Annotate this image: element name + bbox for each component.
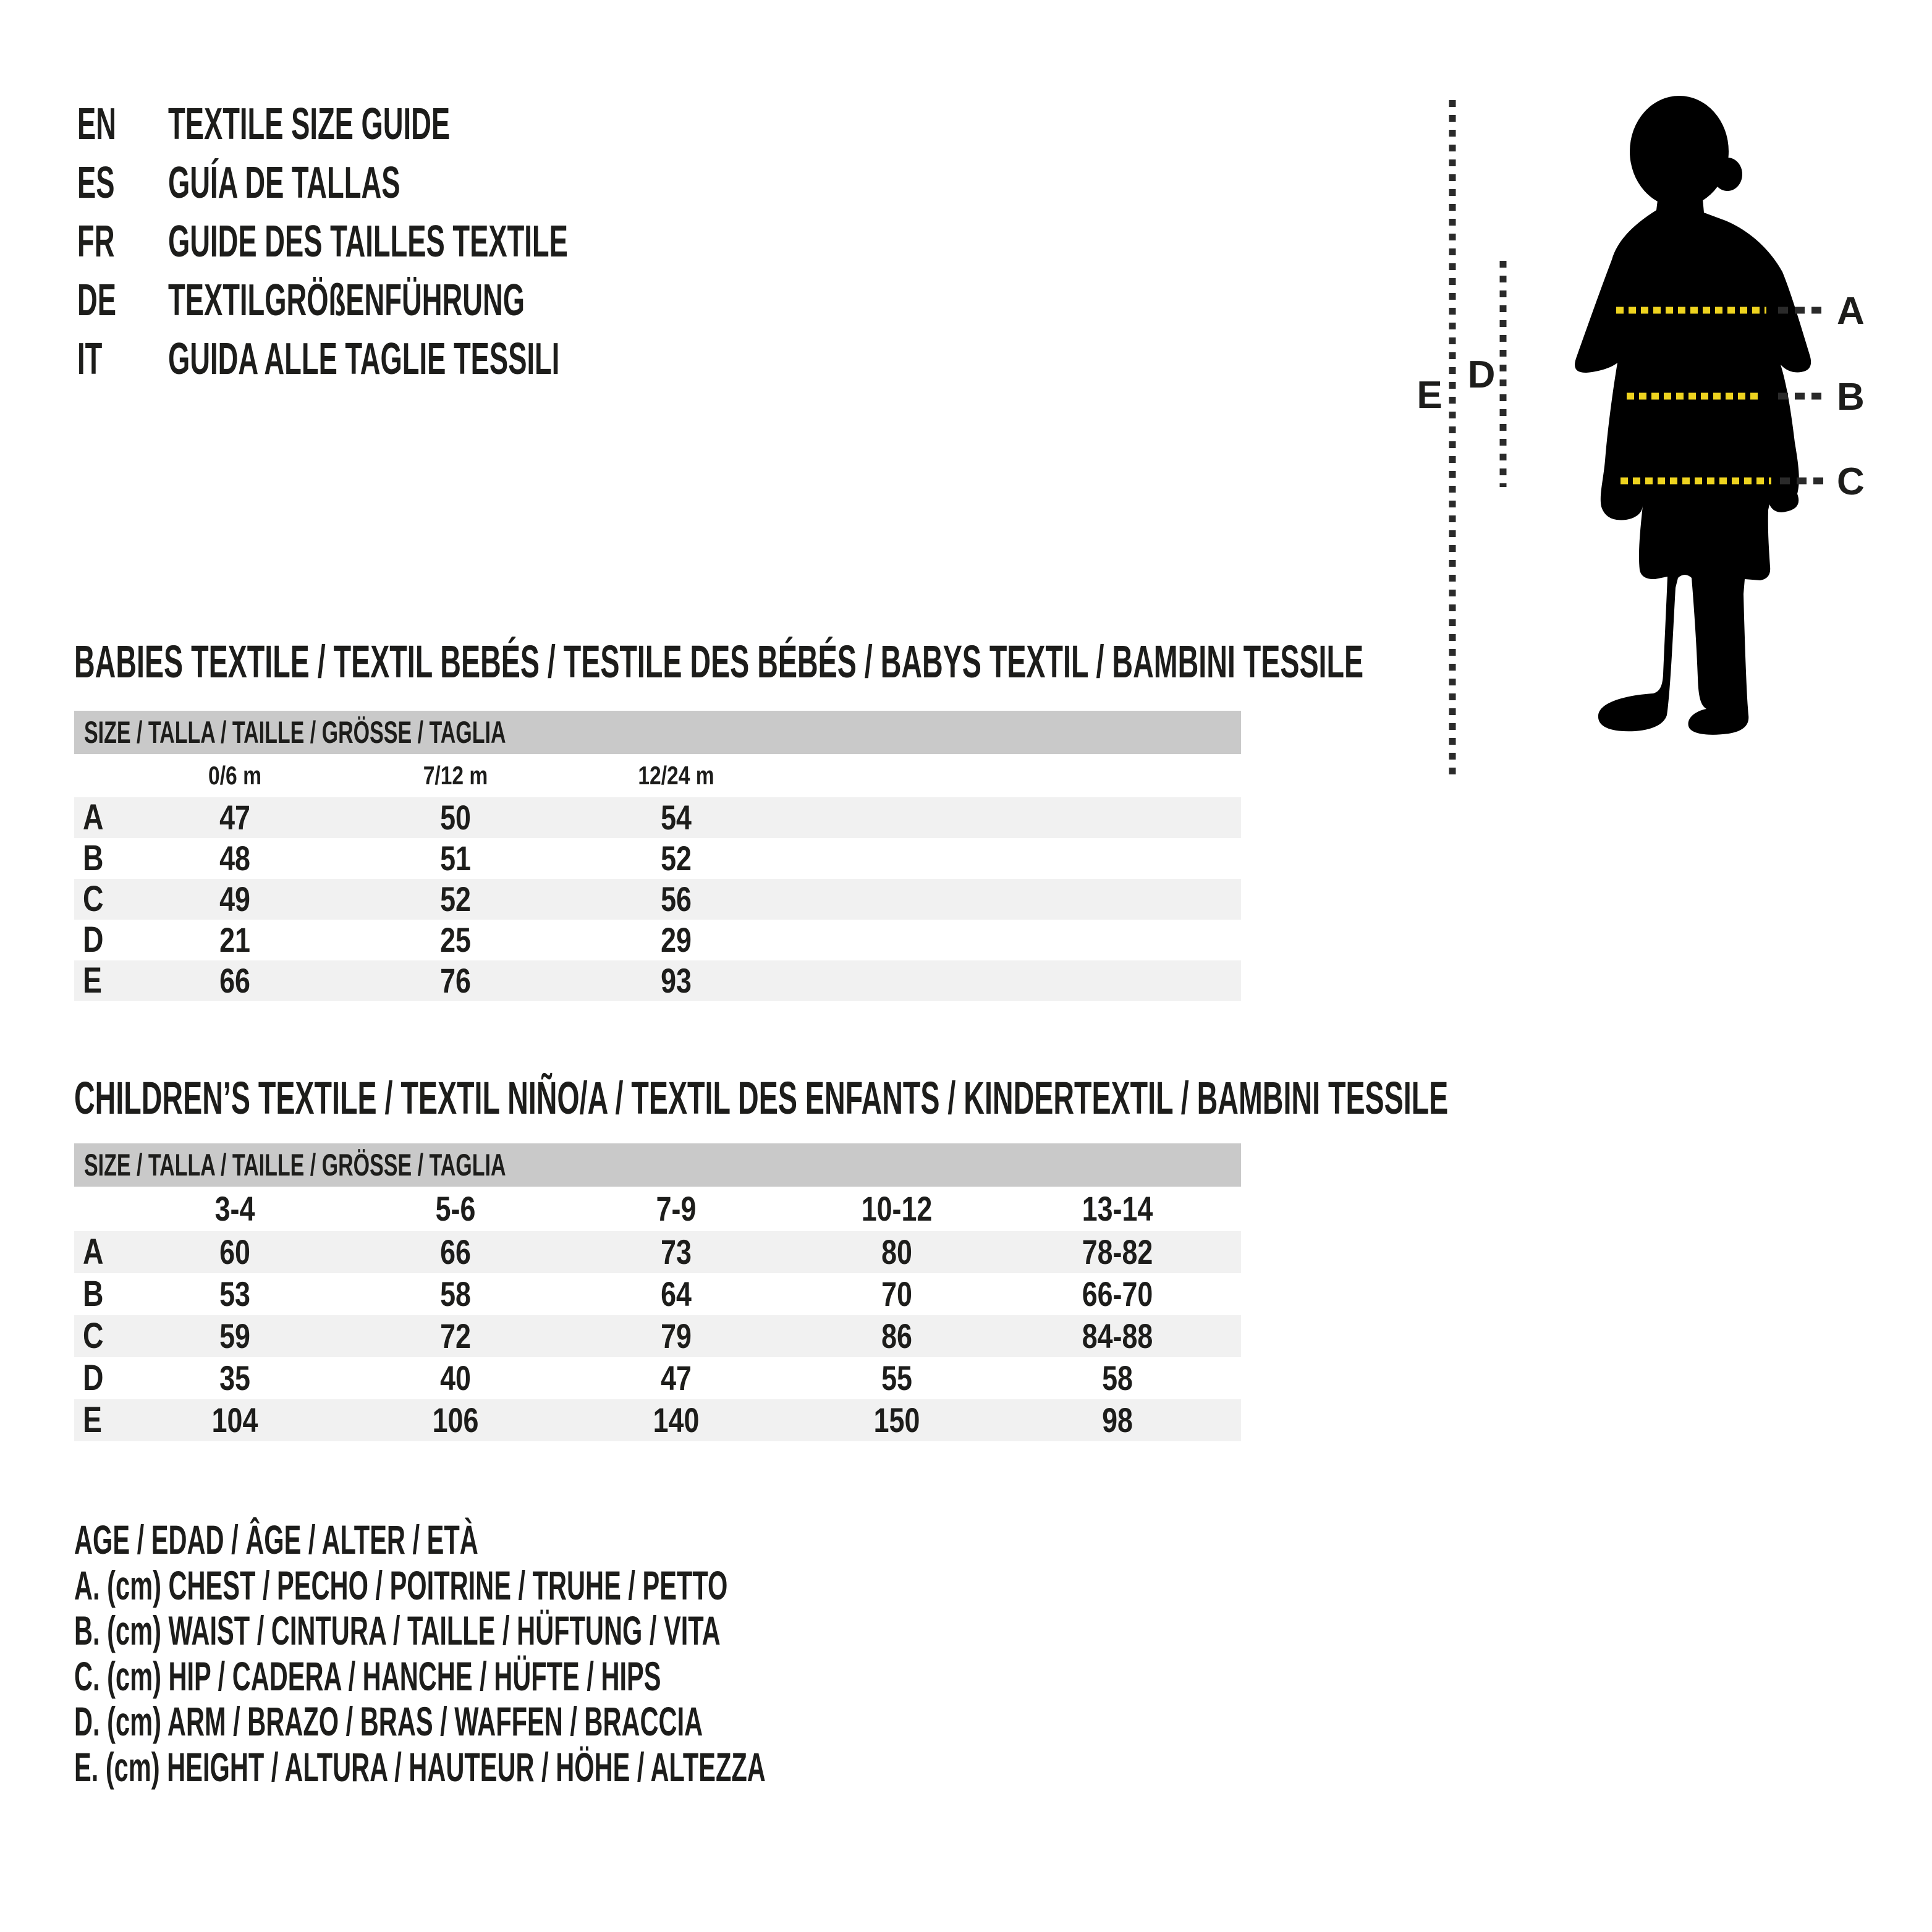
legend-line <box>74 1698 1072 1744</box>
table-cell-value: 76 <box>440 961 471 1000</box>
language-code <box>77 334 117 384</box>
legend-line <box>74 1653 1006 1699</box>
table-cell-value: 93 <box>661 961 692 1000</box>
column-header: 10-12 <box>861 1189 933 1228</box>
language-guide-title <box>168 158 536 208</box>
column-header-row <box>74 1190 1241 1227</box>
row-measure-label: B <box>83 1274 104 1314</box>
label-height-E: E <box>1417 374 1443 417</box>
language-code-text: IT <box>77 334 103 384</box>
table-row <box>74 1315 1241 1357</box>
table-row <box>74 1399 1241 1441</box>
table-cell-value: 54 <box>661 798 692 837</box>
language-guide-title <box>168 100 616 149</box>
language-guide-title <box>168 278 734 323</box>
legend-line-text: C. (cm) HIP / CADERA / HANCHE / HÜFTE / HIPS <box>74 1653 661 1699</box>
table-cell-value: 52 <box>440 879 471 918</box>
table-title-text: BABIES TEXTILE / TEXTIL BEBÉS / TESTILE DES BÉBÉS / BABYS TEXTIL / BAMBINI TESSILE <box>74 636 1364 687</box>
column-header: 7-9 <box>656 1189 697 1228</box>
language-guide-title-text: TEXTILE SIZE GUIDE <box>168 100 451 149</box>
table-row <box>74 1231 1241 1273</box>
size-diagram <box>1409 87 1932 791</box>
language-guide-title-text: GUIDA ALLE TAGLIE TESSILI <box>168 334 560 384</box>
table-row <box>74 838 1241 879</box>
table-cell-value: 140 <box>653 1400 700 1439</box>
legend-line <box>74 1610 1100 1651</box>
row-measure-label: D <box>83 1358 104 1398</box>
table-cell-value: 47 <box>219 798 250 837</box>
row-measure-label: C <box>83 1316 104 1356</box>
column-header: 3-4 <box>214 1189 255 1228</box>
table-cell-value: 49 <box>219 879 250 918</box>
table-cell-value: 59 <box>219 1316 250 1355</box>
column-header: 7/12 m <box>423 761 488 790</box>
label-chest-A: A <box>1837 290 1865 333</box>
table-cell-value: 66 <box>219 961 250 1000</box>
table-title <box>74 636 1932 687</box>
table-title-text: CHILDREN’S TEXTILE / TEXTIL NIÑO/A / TEXTIL DES ENFANTS / KINDERTEXTIL / BAMBINI TESSILE <box>74 1072 1449 1124</box>
table-cell-value: 52 <box>661 839 692 878</box>
row-measure-label: E <box>83 960 102 1001</box>
row-measure-label: A <box>83 797 104 837</box>
label-arm-D: D <box>1467 354 1496 396</box>
column-header: 12/24 m <box>638 761 714 790</box>
column-header: 13-14 <box>1082 1189 1153 1228</box>
silhouette-ear <box>1713 158 1742 191</box>
table-cell-value: 78-82 <box>1082 1232 1153 1271</box>
column-header: 0/6 m <box>208 761 261 790</box>
table-cell-value: 51 <box>440 839 471 878</box>
language-guide-title-text: GUÍA DE TALLAS <box>168 158 400 208</box>
legend-line <box>74 1519 716 1560</box>
language-code-text: EN <box>77 100 117 149</box>
table-cell-value: 150 <box>873 1400 920 1439</box>
table-cell-value: 84-88 <box>1082 1316 1153 1355</box>
table-cell-value: 25 <box>440 920 471 959</box>
legend-line-text: A. (cm) CHEST / PECHO / POITRINE / TRUHE / PETTO <box>74 1562 728 1608</box>
label-waist-B: B <box>1837 376 1865 418</box>
size-header-bar <box>74 711 1241 754</box>
table-cell-value: 21 <box>219 920 250 959</box>
size-header-text: SIZE / TALLA / TAILLE / GRÖSSE / TAGLIA <box>84 715 506 750</box>
table-row <box>74 879 1241 920</box>
table-cell-value: 66-70 <box>1082 1274 1153 1313</box>
row-measure-label: C <box>83 879 104 919</box>
table-cell-value: 56 <box>661 879 692 918</box>
table-cell-value: 50 <box>440 798 471 837</box>
row-measure-label: B <box>83 838 104 878</box>
table-row <box>74 960 1241 1001</box>
language-code-text: ES <box>77 158 115 208</box>
table-row <box>74 1357 1241 1399</box>
size-header-bar <box>74 1143 1241 1187</box>
legend-line-text: D. (cm) ARM / BRAZO / BRAS / WAFFEN / BRACCIA <box>74 1698 703 1744</box>
table-cell-value: 72 <box>440 1316 471 1355</box>
language-code <box>77 100 139 149</box>
table-row <box>74 797 1241 838</box>
table-cell-value: 47 <box>661 1358 692 1397</box>
language-code-text: DE <box>77 276 117 325</box>
table-cell-value: 58 <box>440 1274 471 1313</box>
table-cell-value: 104 <box>211 1400 258 1439</box>
table-cell-value: 106 <box>432 1400 479 1439</box>
row-measure-label: A <box>83 1232 104 1272</box>
legend-line <box>74 1562 1111 1608</box>
row-measure-label: E <box>83 1400 102 1440</box>
table-cell-value: 53 <box>219 1274 250 1313</box>
table-cell-value: 73 <box>661 1232 692 1271</box>
language-code <box>77 278 139 323</box>
table-cell-value: 55 <box>881 1358 912 1397</box>
size-header-text: SIZE / TALLA / TAILLE / GRÖSSE / TAGLIA <box>84 1148 506 1182</box>
table-cell-value: 79 <box>661 1316 692 1355</box>
table-cell-value: 58 <box>1102 1358 1133 1397</box>
language-guide-title <box>168 334 789 384</box>
table-cell-value: 64 <box>661 1274 692 1313</box>
legend-line-text: E. (cm) HEIGHT / ALTURA / HAUTEUR / HÖHE / ALTEZZA <box>74 1744 766 1790</box>
table-cell-value: 40 <box>440 1358 471 1397</box>
table-row <box>74 920 1241 960</box>
column-header-row <box>74 757 1241 794</box>
table-title <box>74 1072 1932 1124</box>
table-cell-value: 70 <box>881 1274 912 1313</box>
legend-line-text: AGE / EDAD / ÂGE / ALTER / ETÀ <box>74 1517 478 1562</box>
table-cell-value: 98 <box>1102 1400 1133 1439</box>
row-measure-label: D <box>83 920 104 960</box>
table-cell-value: 66 <box>440 1232 471 1271</box>
table-cell-value: 35 <box>219 1358 250 1397</box>
language-guide-title <box>168 219 803 264</box>
legend-line <box>74 1744 1172 1790</box>
language-code <box>77 158 137 208</box>
language-code-text: FR <box>77 217 115 266</box>
language-code <box>77 219 137 264</box>
table-cell-value: 48 <box>219 839 250 878</box>
table-cell-value: 60 <box>219 1232 250 1271</box>
language-guide-title-text: TEXTILGRÖßENFÜHRUNG <box>168 276 525 325</box>
table-cell-value: 86 <box>881 1316 912 1355</box>
legend-line-text: B. (cm) WAIST / CINTURA / TAILLE / HÜFTUNG / VITA <box>74 1608 721 1653</box>
table-cell-value: 80 <box>881 1232 912 1271</box>
table-row <box>74 1273 1241 1315</box>
label-hip-C: C <box>1837 460 1865 503</box>
language-guide-title-text: GUIDE DES TAILLES TEXTILE <box>168 217 568 266</box>
table-cell-value: 29 <box>661 920 692 959</box>
column-header: 5-6 <box>435 1189 476 1228</box>
